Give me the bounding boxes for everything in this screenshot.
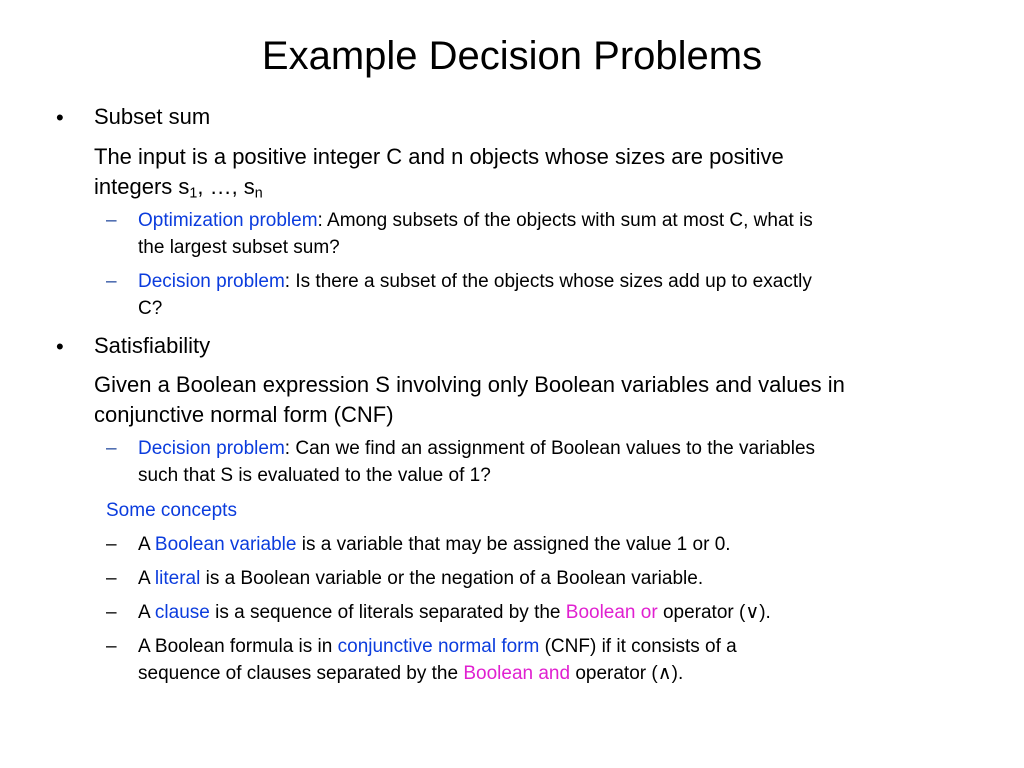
optimization-problem-item [138,207,988,261]
text: : Is there a subset of the objects whose sizes add up to exactly [284,271,812,292]
decision-problem-term: Decision problem [138,271,285,292]
dash-icon: – [106,534,117,555]
concept-item-boolean-variable [138,531,988,558]
dash-icon: – [106,271,117,292]
term: conjunctive normal form [337,636,540,657]
text: C? [138,298,163,319]
term: clause [154,602,210,623]
subscript: 1 [189,185,198,202]
text: A [138,534,155,555]
slide-title: Example Decision Problems [261,34,763,78]
some-concepts-heading: Some concepts [106,500,237,521]
text: such that S is evaluated to the value of 1? [138,465,491,486]
text: is a Boolean variable or the negation of a Boolean variable. [200,568,704,589]
text: : Can we find an assignment of Boolean values to the variables [284,438,816,459]
dash-icon: – [106,438,117,459]
dash-icon: – [106,602,117,623]
text: A [138,602,155,623]
bullet-icon: • [56,105,64,130]
text: conjunctive normal form (CNF) [94,402,394,427]
concept-item-cnf [138,633,988,687]
concept-item-clause [138,599,988,626]
text: is a sequence of literals separated by the [209,602,566,623]
text: is a variable that may be assigned the value 1 or 0. [296,534,731,555]
operator-term: Boolean and [463,663,571,684]
sat-decision-problem-item [138,435,988,489]
subset-sum-desc-line2 [94,172,994,202]
text: operator (∧). [570,663,684,684]
concept-item-literal [138,565,988,592]
text: A [138,568,155,589]
satisfiability-heading: Satisfiability [94,333,211,358]
subset-sum-heading: Subset sum [94,104,211,129]
term: literal [154,568,201,589]
dash-icon: – [106,210,117,231]
text: Given a Boolean expression S involving only Boolean variables and values in [94,372,845,397]
text: operator (∨). [657,602,771,623]
text: A Boolean formula is in [138,636,338,657]
dash-icon: – [106,568,117,589]
optimization-problem-term: Optimization problem [138,210,318,231]
text: , …, s [197,174,255,199]
subscript: n [254,185,263,202]
subset-sum-description [94,142,994,202]
text: : Among subsets of the objects with sum at most C, what is [317,210,813,231]
term: Boolean variable [154,534,297,555]
satisfiability-description [94,370,994,430]
text: the largest subset sum? [138,237,340,258]
text: sequence of clauses separated by the [138,663,464,684]
decision-problem-term: Decision problem [138,438,285,459]
subset-sum-desc-line1: The input is a positive integer C and n objects whose sizes are positive [94,144,784,169]
text: integers s [94,174,190,199]
operator-term: Boolean or [565,602,658,623]
text: (CNF) if it consists of a [539,636,737,657]
bullet-icon: • [56,334,64,359]
dash-icon: – [106,636,117,657]
decision-problem-item [138,268,988,322]
